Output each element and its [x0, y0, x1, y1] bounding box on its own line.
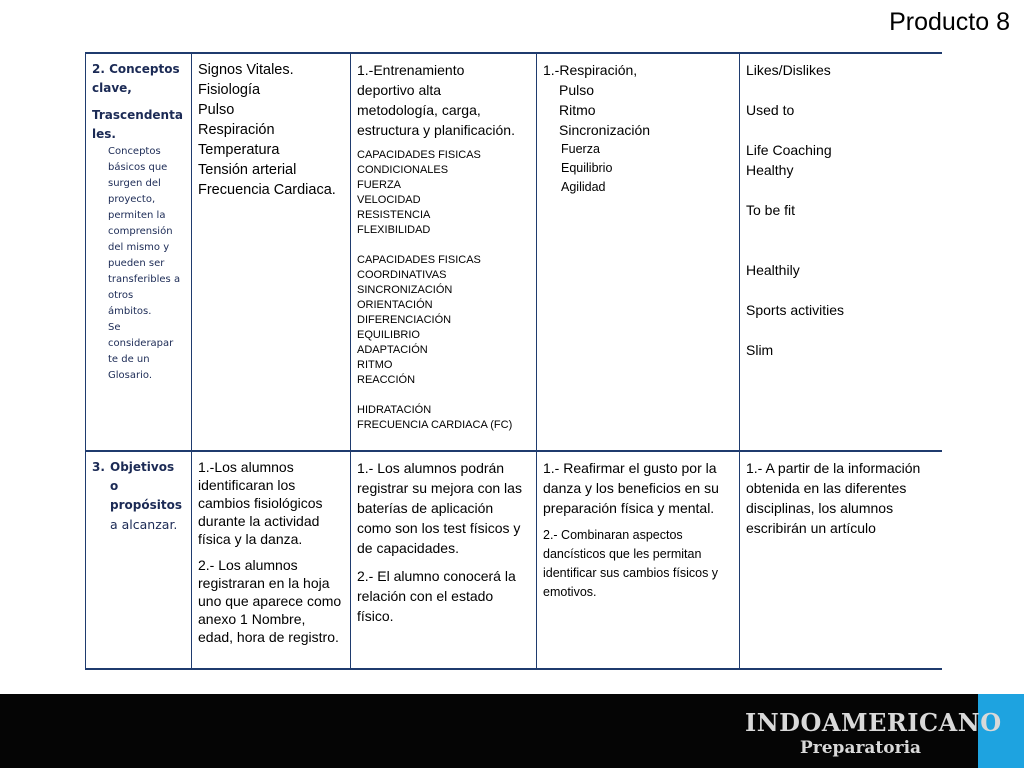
objective-text: 2.- Combinaran aspectos dancísticos que les permitan identificar sus cambios físicos y emotivos.: [543, 528, 719, 599]
label-number: 3.: [92, 460, 105, 474]
respiration-subitem: Agilidad: [561, 180, 606, 194]
capacity-item: COORDINATIVAS: [357, 269, 447, 281]
objective-text: 1.- Los alumnos podrán registrar su mejora con las baterías de aplicación como son los test físicos y de capacidades.: [357, 460, 522, 556]
capacity-item: CAPACIDADES FISICAS: [357, 149, 481, 161]
vocab-item: Healthy: [746, 162, 794, 178]
brand-subtitle: Preparatoria: [800, 738, 922, 758]
objective-text: 1.- Reafirmar el gusto por la danza y los beneficios en su preparación física y mental.: [543, 460, 719, 516]
label-description: te de un: [108, 354, 150, 365]
vocab-item: Likes/Dislikes: [746, 62, 831, 78]
capacity-item: SINCRONIZACIÓN: [357, 284, 453, 296]
label-description: Conceptos: [108, 146, 161, 157]
respiration-item: Ritmo: [559, 102, 596, 118]
brand-logo: INDOAMERICANO: [745, 708, 1002, 737]
label-description: permiten la: [108, 210, 166, 221]
vital-sign-item: Signos Vitales.: [198, 62, 294, 78]
vital-sign-item: Fisiología: [198, 82, 261, 98]
label-heading: o: [110, 479, 119, 493]
capacity-item: DIFERENCIACIÓN: [357, 314, 452, 326]
label-description: transferibles a: [108, 274, 181, 285]
label-heading: Objetivos: [110, 460, 175, 474]
label-description: considerapar: [108, 338, 174, 349]
label-description: surgen del: [108, 178, 161, 189]
training-intro: deportivo alta: [357, 82, 442, 98]
respiration-item: Sincronización: [559, 122, 651, 138]
vital-sign-item: Pulso: [198, 102, 235, 118]
vital-sign-item: Respiración: [198, 122, 275, 138]
vital-sign-item: Frecuencia Cardiaca.: [198, 182, 336, 198]
label-subtext: a alcanzar.: [110, 517, 178, 532]
label-description: comprensión: [108, 226, 173, 237]
label-description: proyecto,: [108, 194, 156, 205]
capacity-item: RESISTENCIA: [357, 209, 431, 221]
label-heading: clave,: [92, 81, 132, 95]
objective-text: 1.- A partir de la información obtenida en las diferentes disciplinas, los alumnos escribirán un artículo: [746, 460, 921, 536]
capacity-item: FRECUENCIA CARDIACA (FC): [357, 419, 513, 431]
respiration-subitem: Equilibrio: [561, 161, 613, 175]
cell-objective-1: [192, 451, 351, 669]
row-label-cell: [86, 451, 192, 669]
vocab-item: Slim: [746, 342, 774, 358]
objective-text: 2.- Los alumnos registraran en la hoja uno que aparece como anexo 1 Nombre, edad, hora de registro.: [198, 557, 342, 645]
training-intro: 1.-Entrenamiento: [357, 62, 465, 78]
cell-training: [351, 53, 537, 451]
vocab-item: Life Coaching: [746, 142, 832, 158]
training-intro: metodología, carga,: [357, 102, 481, 118]
label-description: del mismo y: [108, 242, 170, 253]
label-heading: les.: [92, 127, 116, 141]
row-label-cell: [86, 53, 192, 451]
objective-text: 2.- El alumno conocerá la relación con el estado físico.: [357, 568, 516, 624]
training-intro: estructura y planificación.: [357, 122, 515, 138]
cell-objective-4: [740, 451, 942, 669]
table-row: [86, 451, 942, 669]
vital-sign-item: Tensión arterial: [198, 162, 297, 178]
capacity-item: ADAPTACIÓN: [357, 344, 428, 356]
concepts-table: [85, 52, 942, 670]
label-description: pueden ser: [108, 258, 165, 269]
respiration-subitem: Fuerza: [561, 142, 600, 156]
label-heading: propósitos: [110, 498, 182, 512]
label-description: Glosario.: [108, 370, 152, 381]
respiration-head: 1.-Respiración,: [543, 62, 638, 78]
cell-objective-3: [537, 451, 740, 669]
label-description: ámbitos.: [108, 306, 152, 317]
table-row: [86, 53, 942, 451]
capacity-item: VELOCIDAD: [357, 194, 421, 206]
label-description: básicos que: [108, 162, 168, 173]
vital-sign-item: Temperatura: [198, 142, 280, 158]
label-heading: 2. Conceptos: [92, 62, 180, 76]
cell-respiration: [537, 53, 740, 451]
vocab-item: To be fit: [746, 202, 796, 218]
capacity-item: HIDRATACIÓN: [357, 404, 432, 416]
label-description: Se: [108, 322, 121, 333]
vocab-item: Used to: [746, 102, 795, 118]
vocab-item: Healthily: [746, 262, 800, 278]
vocab-item: Sports activities: [746, 302, 845, 318]
label-heading: Trascendenta: [92, 108, 183, 122]
capacity-item: FLEXIBILIDAD: [357, 224, 431, 236]
label-description: otros: [108, 290, 134, 301]
cell-objective-2: [351, 451, 537, 669]
capacity-item: EQUILIBRIO: [357, 329, 420, 341]
capacity-item: ORIENTACIÓN: [357, 299, 433, 311]
cell-vocabulary: [740, 53, 942, 451]
capacity-item: CAPACIDADES FISICAS: [357, 254, 481, 266]
capacity-item: REACCIÓN: [357, 374, 416, 386]
capacity-item: RITMO: [357, 359, 393, 371]
respiration-item: Pulso: [559, 82, 595, 98]
objective-text: 1.-Los alumnos identificaran los cambios fisiológicos durante la actividad física y la danza.: [198, 459, 323, 547]
capacity-item: FUERZA: [357, 179, 401, 191]
capacity-item: CONDICIONALES: [357, 164, 449, 176]
cell-vital-signs: [192, 53, 351, 451]
page-title: Producto 8: [889, 8, 1010, 36]
